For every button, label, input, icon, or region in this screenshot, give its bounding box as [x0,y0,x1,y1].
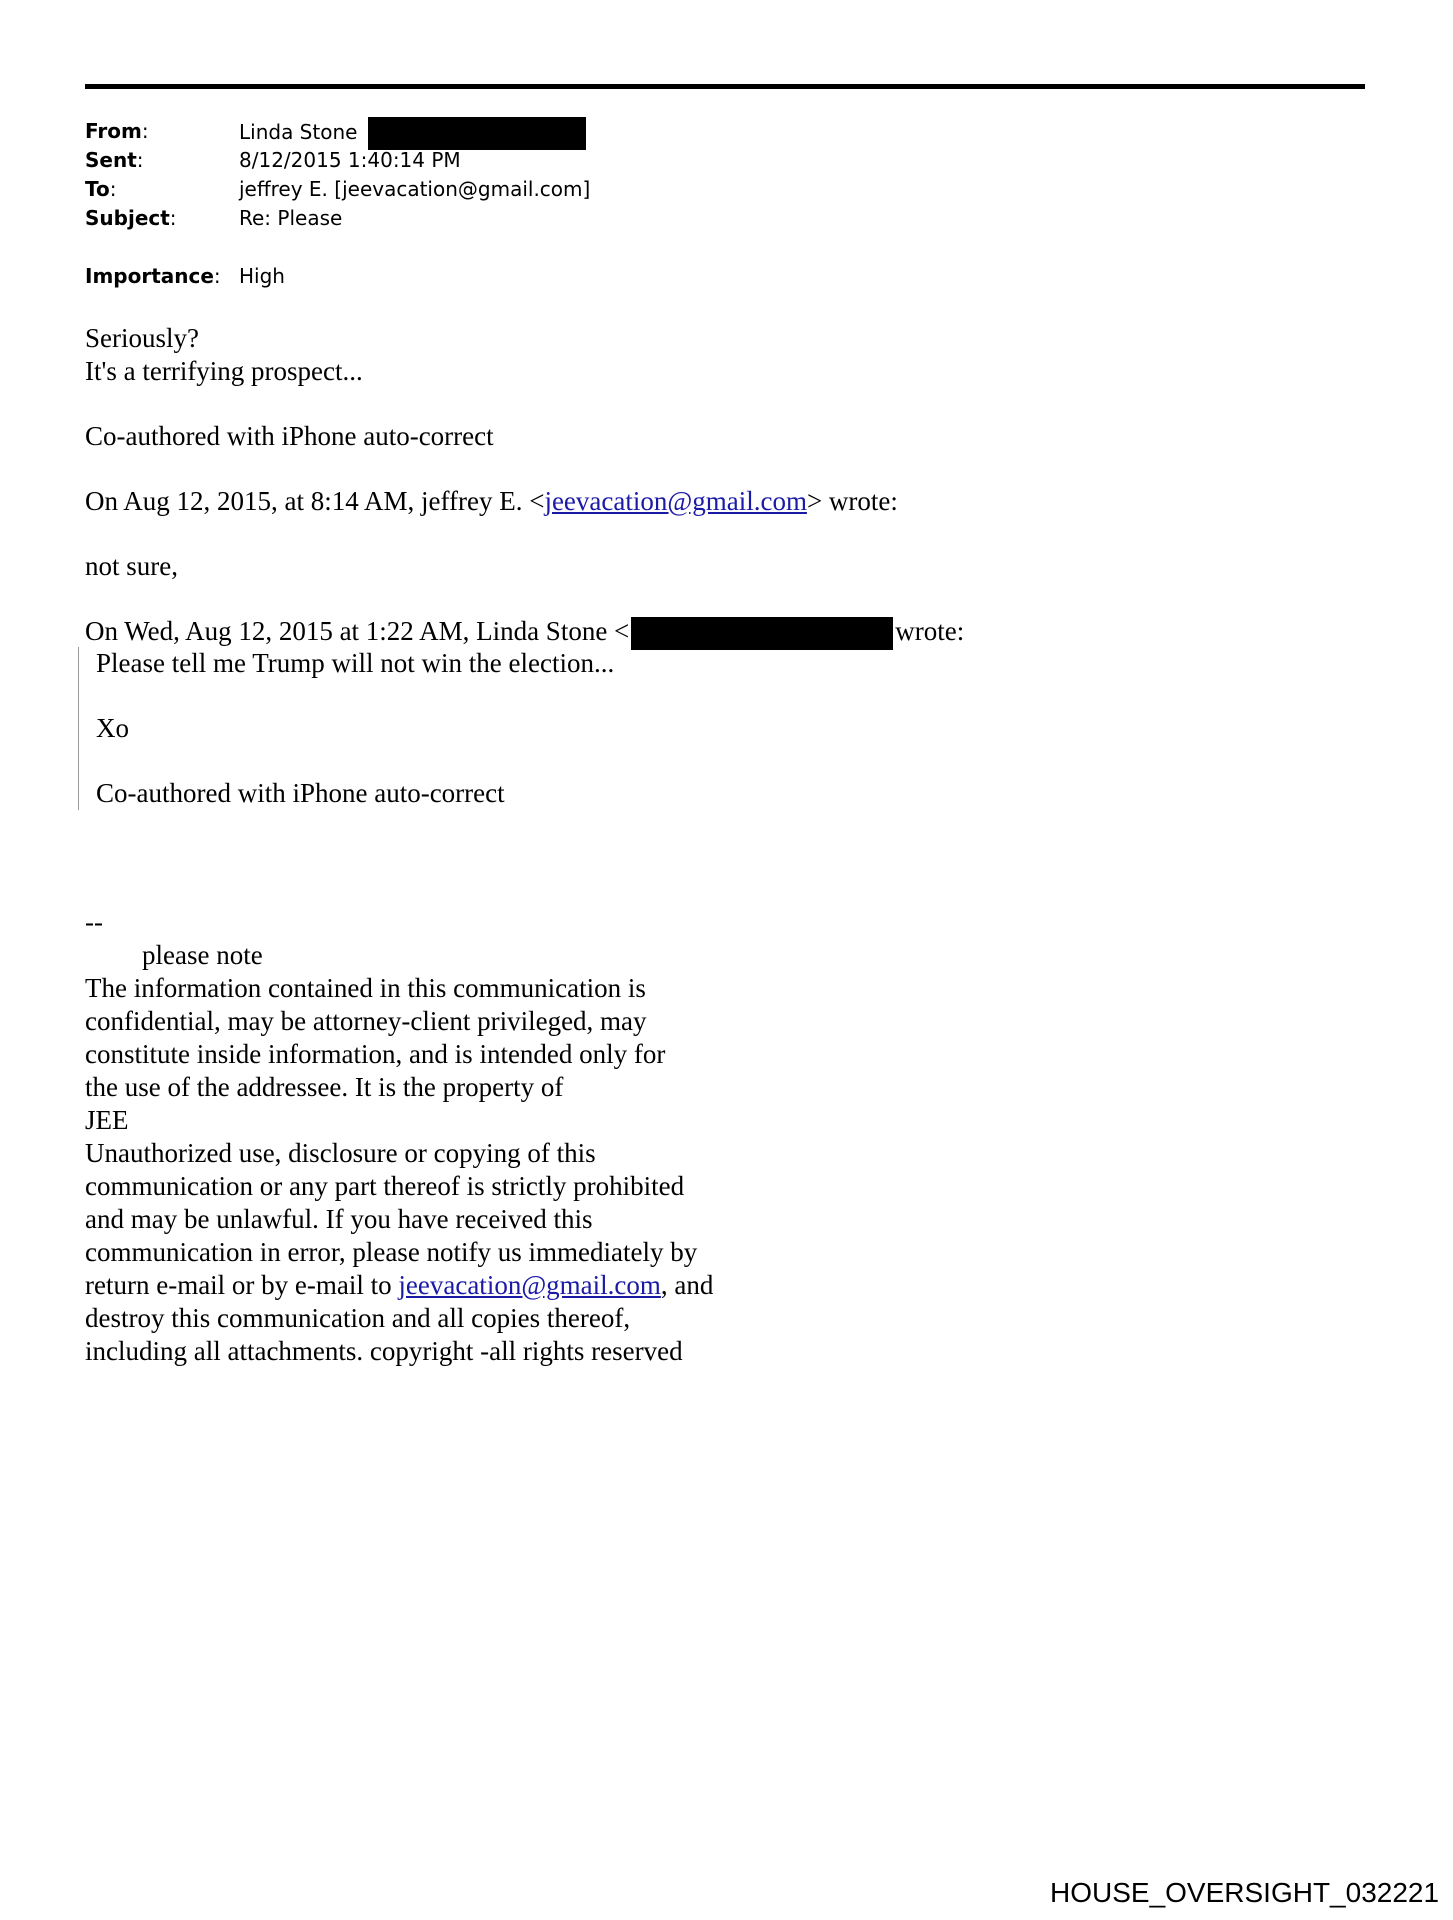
subject-label: Subject: [85,206,177,230]
signature-dashes: -- [85,907,103,937]
reply-intro: On Aug 12, 2015, at 8:14 AM, jeffrey E. <jeevacation@gmail.com> wrote: [85,486,898,516]
disclaimer-note: please note [142,940,263,970]
disclaimer-line: confidential, may be attorney-client privileged, may [85,1006,647,1036]
disclaimer-line: destroy this communication and all copies thereof, [85,1303,631,1333]
disclaimer [85,906,985,1366]
quoted-line: Please tell me Trump will not win the election... [96,648,615,678]
quote-bar [78,647,79,810]
disclaimer-line: communication in error, please notify us immediately by [85,1237,698,1267]
disclaimer-line: communication or any part thereof is strictly prohibited [85,1171,685,1201]
body-line: Seriously? [85,323,199,353]
disclaimer-line: constitute inside information, and is intended only for [85,1039,666,1069]
from-label: From: [85,119,149,143]
disclaimer-line: The information contained in this communication is [85,973,646,1003]
importance-value: High [239,264,285,288]
disclaimer-line: Unauthorized use, disclosure or copying of this [85,1138,596,1168]
bates-number: HOUSE_OVERSIGHT_032221 [1050,1877,1440,1908]
top-divider [85,84,1365,89]
email-link[interactable]: jeevacation@gmail.com [398,1270,661,1300]
subject-value: Re: Please [239,206,343,230]
sent-value: 8/12/2015 1:40:14 PM [239,148,461,172]
disclaimer-return-line: return e-mail or by e-mail to jeevacation@gmail.com, and [85,1270,714,1300]
sent-label: Sent: [85,148,144,172]
disclaimer-line: JEE [85,1105,129,1135]
body-line: It's a terrifying prospect... [85,356,363,386]
original-intro: On Wed, Aug 12, 2015 at 1:22 AM, Linda Stone < wrote: [85,615,964,650]
redaction-box [631,617,893,650]
reply-text: not sure, [85,551,178,581]
quoted-signature: Co-authored with iPhone auto-correct [96,778,505,808]
quoted-message [96,647,996,817]
quoted-line: Xo [96,713,129,743]
email-header [85,117,785,307]
signature: Co-authored with iPhone auto-correct [85,421,494,451]
from-value: Linda Stone [239,117,586,150]
importance-label: Importance: [85,264,221,288]
disclaimer-line: including all attachments. copyright -all rights reserved [85,1336,683,1366]
disclaimer-line: the use of the addressee. It is the property of [85,1072,564,1102]
disclaimer-line: and may be unlawful. If you have received this [85,1204,593,1234]
to-value: jeffrey E. [jeevacation@gmail.com] [239,177,591,201]
email-link[interactable]: jeevacation@gmail.com [544,486,807,516]
to-label: To: [85,177,117,201]
